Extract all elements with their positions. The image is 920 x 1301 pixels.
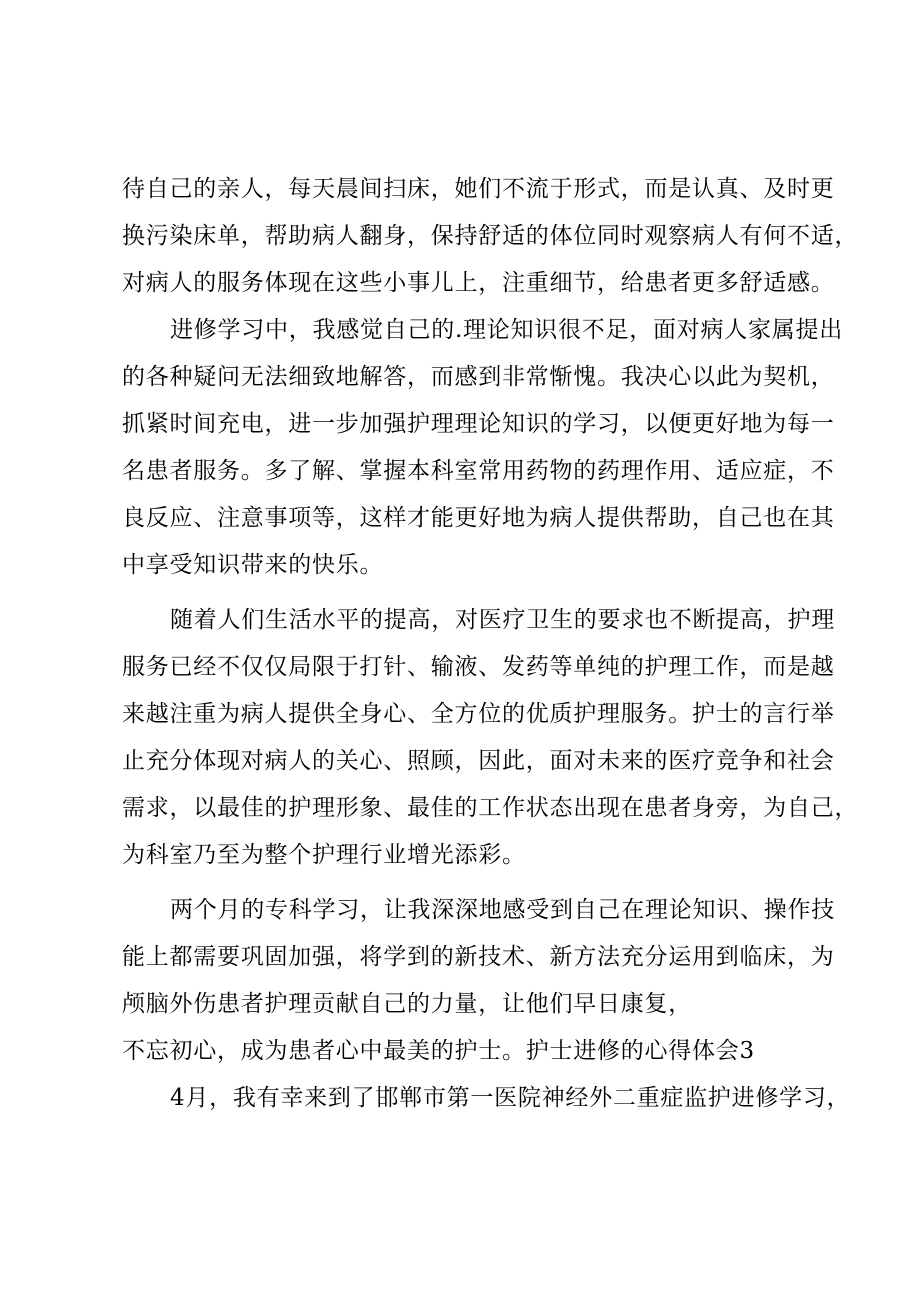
paragraph-4-line-4: 不忘初心，成为患者心中最美的护士。护士进修的心得体会3 <box>122 1038 755 1064</box>
paragraph-4-line-1: 两个月的专科学习，让我深深地感受到自己在理论知识、操作技 <box>170 897 835 923</box>
text-line-1: 待自己的亲人，每天晨间扫床，她们不流于形式，而是认真、及时更 <box>122 176 835 202</box>
paragraph-2-line-6: 中享受知识带来的快乐。 <box>122 552 384 578</box>
paragraph-2-line-1: 进修学习中，我感觉自己的.理论知识很不足，面对病人家属提出 <box>170 317 844 343</box>
paragraph-3-line-6: 为科室乃至为整个护理行业增光添彩。 <box>122 842 526 868</box>
paragraph-2-line-2: 的各种疑问无法细致地解答，而感到非常惭愧。我决心以此为契机， <box>122 364 835 390</box>
paragraph-3-line-1: 随着人们生活水平的提高，对医疗卫生的要求也不断提高，护理 <box>170 607 835 633</box>
paragraph-4-line-3: 颅脑外伤患者护理贡献自己的力量，让他们早日康复， <box>122 991 692 1017</box>
paragraph-3-line-3: 来越注重为病人提供全身心、全方位的优质护理服务。护士的言行举 <box>122 701 835 727</box>
paragraph-3-line-4: 止充分体现对病人的关心、照顾，因此，面对未来的医疗竞争和社会 <box>122 748 835 774</box>
paragraph-2-line-5: 良反应、注意事项等，这样才能更好地为病人提供帮助，自己也在其 <box>122 505 835 531</box>
text-line-3: 对病人的服务体现在这些小事儿上，注重细节，给患者更多舒适感。 <box>122 270 835 296</box>
paragraph-3-line-5: 需求，以最佳的护理形象、最佳的工作状态出现在患者身旁，为自己， <box>122 795 859 821</box>
paragraph-3-line-2: 服务已经不仅仅局限于打针、输液、发药等单纯的护理工作，而是越 <box>122 654 835 680</box>
paragraph-2-line-3: 抓紧时间充电，进一步加强护理理论知识的学习，以便更好地为每一 <box>122 411 835 437</box>
text-line-2: 换污染床单，帮助病人翻身，保持舒适的体位同时观察病人有何不适， <box>122 223 859 249</box>
paragraph-5-line-1: 4月，我有幸来到了邯郸市第一医院神经外二重症监护进修学习， <box>170 1085 851 1111</box>
paragraph-2-line-4: 名患者服务。多了解、掌握本科室常用药物的药理作用、适应症，不 <box>122 458 835 484</box>
paragraph-4-line-2: 能上都需要巩固加强，将学到的新技术、新方法充分运用到临床，为 <box>122 944 835 970</box>
